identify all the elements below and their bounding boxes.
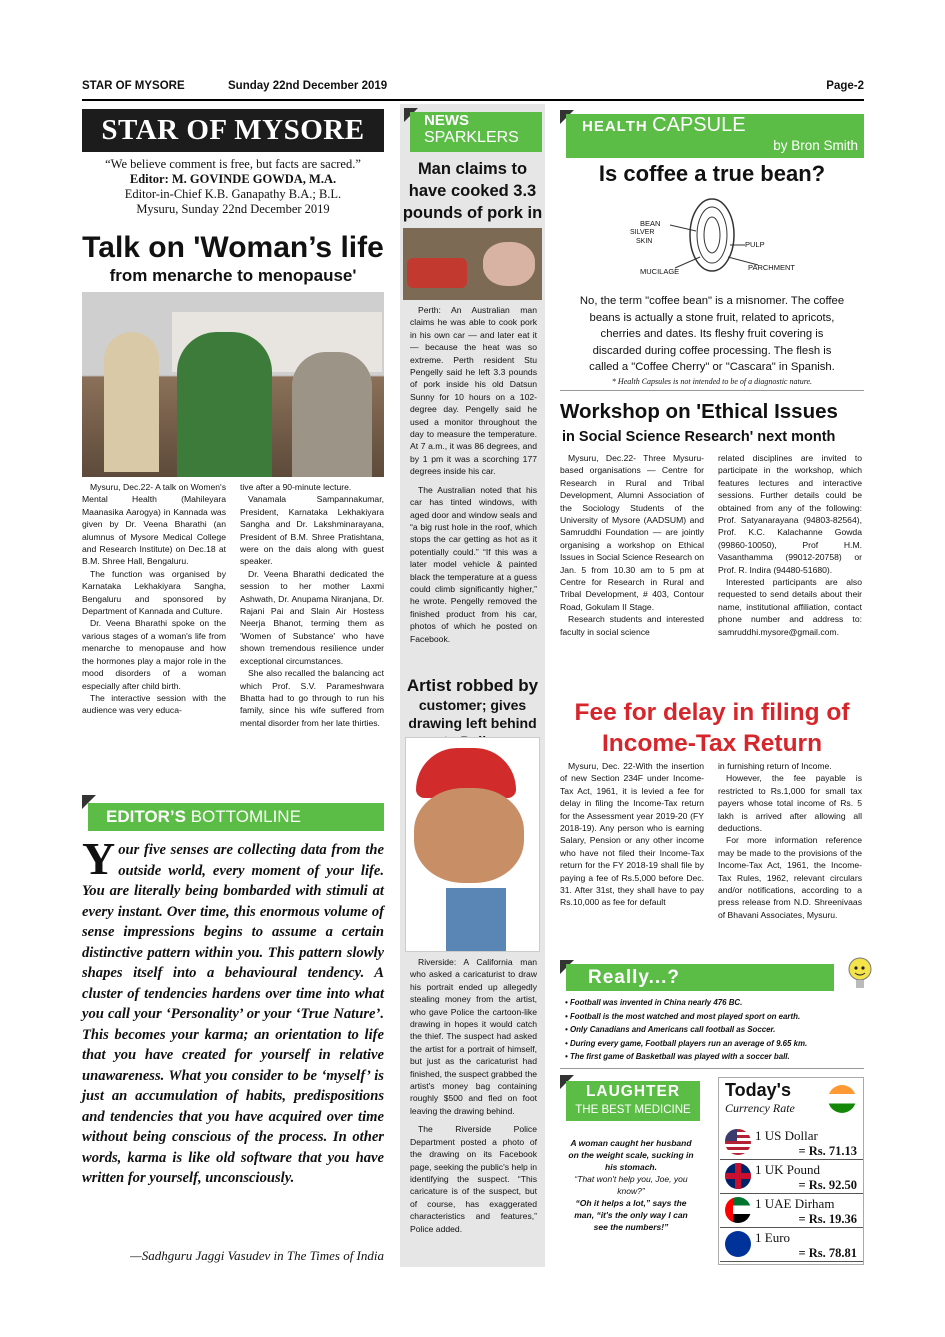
person-2 [177, 332, 272, 477]
fee-headline-1: Fee for delay in filing of [574, 699, 850, 726]
label-parchment: PARCHMENT [748, 263, 795, 272]
workshop-headline: Workshop on 'Ethical Issues [560, 400, 838, 423]
health-badge [566, 114, 864, 158]
editor-label-box [82, 795, 384, 833]
artist-p2: The Riverside Police Department posted a photo of the drawing on its Facebook page, seeking the public's help in identifying the suspect. “This caricature is of the suspect, but of course, has exaggerated characteristics and features,” Police added. [410, 1124, 537, 1234]
editor-label-1: EDITOR’S [106, 807, 186, 826]
really-facts [565, 996, 865, 1064]
fact-item: • The first game of Basketball was played with a soccer ball. [565, 1052, 790, 1062]
workshop-p3: related disciplines are invited to participate in the workshop, which features lectures and interactive sessions. Further details could be obtained from any of the following: Prof. Satyanarayana (94803-82564), Prof. K.C. Kalachanne Gowda (99860-10050), Prof H.M. Vasanthamma (99012-20758) or Prof. R. Indira (94480-51680). [718, 453, 862, 575]
fee-headline [553, 697, 871, 759]
talk-p4: The interactive session with the audience was very educa- [82, 692, 226, 716]
health-body: No, the term "coffee bean" is a misnomer. The coffee beans is actually a stone fruit, related to apricots, cherries and dates. Its fleshy fruit covering is discarded during coffee processing. The flesh is called a "Coffee Cherry" or "Cascara" in Spanish. [579, 295, 845, 373]
fee-headline-2: Income-Tax Return [601, 730, 823, 757]
artist-headline-1: Artist robbed by [406, 676, 539, 695]
pork-photo [403, 228, 542, 300]
india-flag-icon [828, 1085, 856, 1113]
artist-story [410, 956, 537, 1235]
fee-p3: However, the fee payable is restricted to Rs.1,000 for small tax payers whose total income of Rs. 5 lakh is arrived after allowing all deductions. [718, 773, 862, 834]
health-label [560, 110, 864, 158]
workshop-subheadline: in Social Science Research' next month [562, 429, 836, 445]
laughter-joke [566, 1137, 696, 1233]
sparklers-label-2: SPARKLERS [424, 129, 519, 146]
label-mucilage: MUCILAGE [640, 267, 680, 276]
page-number: Page-2 [826, 80, 864, 92]
label-pulp: PULP [745, 240, 765, 249]
fact-item: • Football is the most watched and most played sport on earth. [565, 1011, 801, 1021]
masthead-chief: Editor-in-Chief K.B. Ganapathy B.A.; B.L. [124, 187, 342, 201]
fee-col-1 [560, 760, 704, 909]
divider [560, 1068, 864, 1069]
fact-item: • During every game, Football players run an average of 9.65 km. [565, 1038, 808, 1048]
workshop-p2: Research students and interested faculty in social science [560, 614, 704, 637]
editor-label-2: BOTTOMLINE [190, 807, 301, 826]
editor-body [82, 833, 384, 1189]
eu-flag-icon [725, 1231, 751, 1257]
workshop-p4: Interested participants are also requested to send details about their name, institutional affiliation, contact phone number and address to: samruddhi.mysore@gmail.com. [718, 577, 862, 637]
rates-subtitle: Currency Rate [725, 1101, 795, 1115]
masthead-quote: “We believe comment is free, but facts are sacred.” [105, 157, 361, 171]
joke-line-3: “Oh it helps a lot,” says the man, “it's the only way I can see the numbers!” [574, 1198, 688, 1232]
health-label-2: CAPSULE [652, 114, 746, 136]
talk-p3: Dr. Veena Bharathi spoke on the various stages of a woman's life from menarche to menopause and how the hormones play a major role in the mood disorders of a woman especially after child birth. [82, 618, 226, 691]
talk-headline: Talk on 'Woman’s life [82, 231, 384, 264]
paper-name: STAR OF MYSORE [82, 80, 185, 92]
laughter-label [560, 1075, 702, 1123]
editor-text: our five senses are collecting data from the outside world, every moment of your life. You are literally being bombarded with stimuli at every instant. Over time, this enormous volume of sense impressions begins to assume a certain distinctive pattern within you. This pattern slowly shapes itself into a behavioural tendency. A cluster of tendencies hardens over time into what you call your ‘Personality’ or your ‘True Nature’. This becomes your karma; an orientation to life that you have created for yourself in relative unawareness. What you consider to be ‘myself’ is just an accumulation of habits, predispositions and tendencies that you have acquired over time without being conscious of the process. In other words, karma is like old software that you have written for yourself, unconsciously. [82, 842, 384, 1186]
eur-name: 1 Euro [755, 1230, 791, 1245]
talk-p6: Vanamala Sampannakumar, President, Karnataka Lekhakiyara Sangha and Dr. Lakshminarayana, President of B.M. Shree Pratishtana, were on the dais along with guest speaker. [240, 494, 384, 567]
page-header [82, 80, 864, 98]
joke-line-2: “That won't help you, Joe, you know?” [574, 1174, 688, 1196]
talk-p7: Dr. Veena Bharathi dedicated the session to her mother Laxmi Ashwath, Dr. Anupama Niranjana, Dr. Rajani Pai and Slain Air Hostess Neerja Bhanot, terming them as 'Women of Substance' who have shown tremendous resilience under exceptional circumstances. [240, 568, 384, 666]
fee-p1: Mysuru, Dec. 22-With the insertion of new Section 234F under Income-Tax Act, 1961, it is levied a fee for delay in filing the Income-Tax return for the Assessment year 2019-20 (FY 2018-19). Any person who is earning Salary, Pension or any other income who have not filed their Income-Tax return for the FY 2018-19 shall file by paying a fee of Rs.5,000 before Dec. 31. After 31st, they shall have to pay Rs.10,000 as fee for default [560, 761, 704, 908]
issue-date: Sunday 22nd December 2019 [228, 80, 388, 92]
pork-p1: Perth: An Australian man claims he was able to cook pork in his own car — and later eat it — because the heat was so extreme. Perth resident Stu Pengelly said he left 3.3 pounds of pork inside his old Datsun Sunny for 10 hours on a 102-degree day. Pengelly said he used a monitor throughout the day to measure the temperature. At 7 a.m., it was 86 degrees, and by 1 pm it was a scorching 177 degrees inside his car. [410, 305, 537, 477]
fee-p4: For more information reference may be made to the provisions of the Income-Tax Act, 1961, the Income-Tax Rules, 1962, relevant circulars and/or notifications, according to a press release from N.D. Shreenivaas of Bhavani Associates, Mysuru. [718, 835, 862, 920]
header-rule [82, 99, 864, 101]
workshop-col-2 [718, 452, 862, 638]
talk-subheadline: from menarche to menopause' [109, 266, 357, 285]
label-skin: SKIN [636, 238, 653, 245]
usd-value: = Rs. 71.13 [798, 1144, 857, 1158]
really-badge: Really...? [566, 964, 834, 991]
health-label-1: HEALTH [582, 118, 648, 135]
caricature-face [414, 788, 524, 883]
masthead-block [82, 157, 384, 217]
laughter-label-1: LAUGHTER [585, 1083, 681, 1100]
laughter-badge [566, 1081, 700, 1121]
fee-p2: in furnishing return of Income. [718, 761, 832, 771]
talk-p5: tive after a 90-minute lecture. [240, 482, 352, 492]
coffee-diagram [630, 195, 800, 287]
fee-col-2 [718, 760, 862, 921]
sparklers-badge [410, 112, 542, 152]
talk-photo [82, 292, 384, 477]
aed-value: = Rs. 19.36 [798, 1212, 857, 1226]
uk-flag-icon [725, 1163, 751, 1189]
workshop-col-1 [560, 452, 704, 638]
pork-shape [483, 242, 535, 286]
pork-headline: Man claims to have cooked 3.3 pounds of pork in [402, 160, 543, 222]
person-1 [104, 332, 159, 472]
dropcap: Y [82, 833, 116, 884]
masthead-banner: STAR OF MYSORE [82, 109, 384, 152]
talk-p8: She also recalled the balancing act which Prof. S.V. Parameshwara Bhatta had to go through to run his family, since his wife suffered from mental disorder from her late thirties. [240, 668, 384, 728]
joke-line-1: A woman caught her husband on the weight scale, sucking in his stomach. [568, 1138, 694, 1172]
masthead-dateline: Mysuru, Sunday 22nd December 2019 [136, 202, 330, 216]
rates-title: Today's [725, 1080, 791, 1100]
editor-credit: —Sadhguru Jaggi Vasudev in The Times of India [130, 1248, 384, 1263]
lightbulb-icon [848, 955, 872, 995]
eur-value: = Rs. 78.81 [798, 1246, 857, 1260]
gbp-value: = Rs. 92.50 [798, 1178, 857, 1192]
divider [560, 390, 864, 391]
us-flag-icon [725, 1129, 751, 1155]
label-bean: BEAN [640, 219, 661, 228]
caricature-drawing [405, 737, 540, 952]
health-note: * Health Capsules is not intended to be of a diagnostic nature. [611, 377, 813, 386]
uae-flag-icon [725, 1197, 751, 1223]
talk-p2: The function was organised by Karnataka Lekhakiyara Sangha, Bengaluru and sponsored by Department of Kannada and Culture. [82, 568, 226, 617]
workshop-p1: Mysuru, Dec.22- Three Mysuru-based organisations — Centre for Research in Rural and Tribal Development, Alumni Association of the Sociology Students of the University of Mysore (AADSUM) and Samruddhi Foundation — are jointly organising a workshop on Ethical Issues in Social Science Research on Jan. 5 from 10.30 am to 5 pm at Centre for Research in Rural and Tribal Development, # 403, Contour Road, Gokulam II Stage. [560, 453, 704, 612]
health-title: Is coffee a true bean? [598, 161, 826, 186]
usd-name: 1 US Dollar [755, 1128, 818, 1143]
caricature-shirt [446, 888, 506, 952]
really-label [560, 960, 835, 992]
aed-name: 1 UAE Dirham [755, 1196, 835, 1211]
artist-headline-2: customer; gives drawing left behind [408, 697, 537, 731]
health-byline: by Bron Smith [773, 138, 858, 153]
pork-story [410, 304, 537, 645]
editor-badge [88, 803, 384, 831]
sparklers-label-1: NEWS [424, 112, 469, 129]
talk-p1: Mysuru, Dec.22- A talk on Women's Mental Health (Mahileyara Maanasika Aarogya) in Kannada was given by Dr. Veena Bharathi (an alumnus of Mysore Medical College and Research Institute) on Dec.18 at B.M. Shree Hall, Bengaluru. [82, 482, 226, 567]
masthead-editor: Editor: M. GOVINDE GOWDA, M.A. [129, 172, 337, 186]
gbp-name: 1 UK Pound [755, 1162, 821, 1177]
artist-p1: Riverside: A California man who asked a caricaturist to draw his portrait ended up allegedly stealing money from the artist, who gave Police the cartoon-like drawing in hopes it would catch the thief. The suspect had asked the artist for a portrait of himself, but just as the caricaturist had finished, the suspect grabbed the artist's money bag containing roughly $500 and fled on foot leaving the drawing behind. [410, 957, 537, 1116]
person-3 [292, 352, 372, 477]
fact-item: • Football was invented in China nearly 476 BC. [565, 998, 743, 1007]
fact-item: • Only Canadians and Americans call football as Soccer. [565, 1025, 776, 1035]
talk-col-1 [82, 481, 226, 717]
talk-col-2 [240, 481, 384, 729]
sparklers-label [400, 104, 545, 152]
laughter-label-2: THE BEST MEDICINE [575, 1104, 691, 1116]
pork-p2: The Australian noted that his car has tinted windows, with aged door and window seals and “a big rust hole in the roof, which stops the car getting as hot as it potentially could.” “If this was a later model vehicle & painted black the temperature at a guess could climb significantly higher,” he wrote. Pengelly removed the finished product from his car, photos of which he posted on Facebook. [410, 484, 537, 644]
car-shape [407, 258, 467, 288]
label-silver: SILVER [630, 229, 655, 236]
